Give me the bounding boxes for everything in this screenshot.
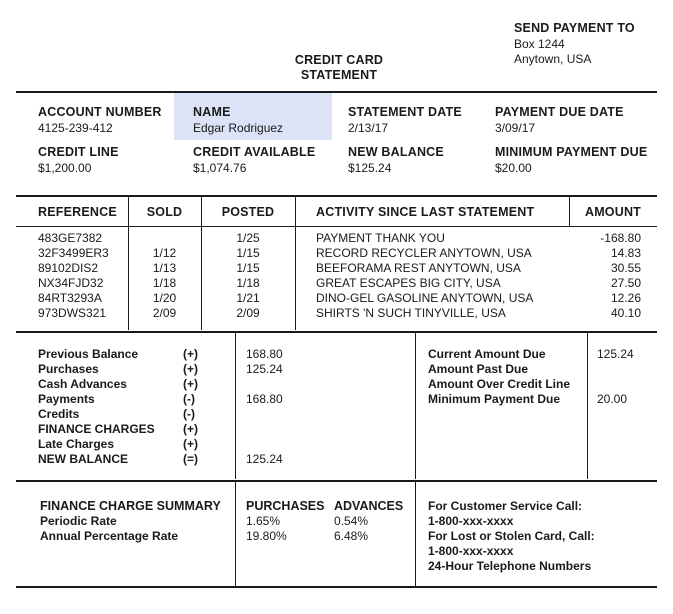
summary-label: Late Charges xyxy=(38,437,115,451)
advances-column xyxy=(334,499,403,544)
table-cell: 1/15 xyxy=(236,261,260,275)
due-value xyxy=(597,377,634,392)
summary-value xyxy=(246,422,283,437)
payment-due-label: PAYMENT DUE DATE xyxy=(495,105,624,119)
table-cell: 40.10 xyxy=(610,306,641,320)
due-label: Current Amount Due xyxy=(428,347,546,361)
summary-label: Payments xyxy=(38,392,95,406)
table-cell: 1/15 xyxy=(236,246,260,260)
table-cell: 30.55 xyxy=(610,261,641,275)
due-values xyxy=(597,347,634,407)
divider-summary-top xyxy=(16,331,657,333)
divider-activity-top xyxy=(16,195,657,197)
finance-title: FINANCE CHARGE SUMMARY xyxy=(40,499,221,513)
statement-title xyxy=(279,53,399,83)
header-activity: ACTIVITY SINCE LAST STATEMENT xyxy=(316,205,535,219)
credit-available-value: $1,074.76 xyxy=(193,161,247,175)
summary-labels xyxy=(38,347,155,467)
table-cell: 1/13 xyxy=(152,261,177,275)
table-cell xyxy=(128,231,201,246)
new-balance-label: NEW BALANCE xyxy=(348,145,444,159)
new-balance-value: $125.24 xyxy=(348,161,392,175)
contact-block xyxy=(428,499,595,574)
header-sold: SOLD xyxy=(146,205,183,219)
summary-label: Cash Advances xyxy=(38,377,127,391)
due-value: 20.00 xyxy=(597,392,628,406)
summary-label: NEW BALANCE xyxy=(38,452,128,466)
send-payment-line2: Anytown, USA xyxy=(514,52,592,66)
activity-col-divider-3 xyxy=(295,197,296,330)
finance-col-divider-2 xyxy=(415,482,416,586)
summary-label: Credits xyxy=(38,407,80,421)
summary-sign: (-) xyxy=(183,407,195,421)
send-payment-title: SEND PAYMENT TO xyxy=(514,21,635,35)
activity-header-rule xyxy=(16,226,657,227)
advances-label: ADVANCES xyxy=(334,499,404,513)
purchases-column xyxy=(246,499,325,544)
due-label: Amount Past Due xyxy=(428,362,529,376)
due-value: 125.24 xyxy=(597,347,634,361)
summary-value: 125.24 xyxy=(246,452,283,466)
table-cell: PAYMENT THANK YOU xyxy=(316,231,445,245)
credit-available-label: CREDIT AVAILABLE xyxy=(193,145,316,159)
credit-line-value: $1,200.00 xyxy=(38,161,92,175)
table-cell: 1/20 xyxy=(152,291,177,305)
summary-value: 168.80 xyxy=(246,392,283,406)
table-cell: 2/09 xyxy=(236,306,260,320)
table-cell: 1/18 xyxy=(236,276,260,290)
periodic-rate-label: Periodic Rate xyxy=(40,514,117,528)
summary-label: Purchases xyxy=(38,362,99,376)
table-cell: 14.83 xyxy=(610,246,641,260)
due-label: Amount Over Credit Line xyxy=(428,377,571,391)
table-cell: GREAT ESCAPES BIG CITY, USA xyxy=(316,276,501,290)
summary-signs xyxy=(183,347,198,467)
activity-column xyxy=(316,231,533,321)
contact-line: For Lost or Stolen Card, Call: xyxy=(428,529,595,543)
table-cell: DINO-GEL GASOLINE ANYTOWN, USA xyxy=(316,291,534,305)
table-cell: 89102DIS2 xyxy=(38,261,99,275)
summary-col-divider-2 xyxy=(415,333,416,479)
summary-sign: (+) xyxy=(183,347,198,361)
table-cell: 1/25 xyxy=(236,231,260,245)
divider-top xyxy=(16,91,657,93)
summary-sign: (+) xyxy=(183,377,198,391)
header-posted: POSTED xyxy=(221,205,275,219)
payment-due-value: 3/09/17 xyxy=(495,121,536,135)
table-cell: SHIRTS 'N SUCH TINYVILLE, USA xyxy=(316,306,506,320)
table-cell: -168.80 xyxy=(600,231,641,245)
table-cell: 1/21 xyxy=(236,291,260,305)
send-payment-block xyxy=(514,21,635,66)
divider-finance-top xyxy=(16,480,657,482)
summary-values xyxy=(246,347,283,467)
statement-title-line2: STATEMENT xyxy=(300,68,378,82)
summary-col-divider-3 xyxy=(587,333,588,479)
summary-sign: (=) xyxy=(183,452,198,466)
periodic-purchases: 1.65% xyxy=(246,514,281,528)
purchases-label: PURCHASES xyxy=(246,499,325,513)
finance-col-divider-1 xyxy=(235,482,236,586)
contact-line: 1-800-xxx-xxxx xyxy=(428,514,514,528)
due-value xyxy=(597,362,634,377)
summary-value: 125.24 xyxy=(246,362,283,376)
reference-column xyxy=(38,231,109,321)
summary-col-divider-1 xyxy=(235,333,236,479)
due-labels xyxy=(428,347,570,407)
apr-label: Annual Percentage Rate xyxy=(40,529,179,543)
summary-label: FINANCE CHARGES xyxy=(38,422,155,436)
table-cell: 84RT3293A xyxy=(38,291,102,305)
table-cell: 27.50 xyxy=(610,276,641,290)
header-amount: AMOUNT xyxy=(584,205,642,219)
summary-value xyxy=(246,437,283,452)
periodic-advances: 0.54% xyxy=(334,514,369,528)
table-cell: 973DWS321 xyxy=(38,306,107,320)
table-cell: 1/18 xyxy=(152,276,177,290)
name-value: Edgar Rodriguez xyxy=(193,121,284,135)
summary-sign: (-) xyxy=(183,392,195,406)
send-payment-line1: Box 1244 xyxy=(514,37,565,51)
table-cell: 483GE7382 xyxy=(38,231,103,245)
divider-bottom xyxy=(16,586,657,588)
table-cell: 32F3499ER3 xyxy=(38,246,109,260)
table-cell: BEEFORAMA REST ANYTOWN, USA xyxy=(316,261,521,275)
due-label: Minimum Payment Due xyxy=(428,392,561,406)
statement-title-line1: CREDIT CARD xyxy=(294,53,384,67)
contact-line: For Customer Service Call: xyxy=(428,499,583,513)
summary-value xyxy=(246,407,283,422)
summary-label: Previous Balance xyxy=(38,347,139,361)
apr-advances: 6.48% xyxy=(334,529,369,543)
contact-line: 24-Hour Telephone Numbers xyxy=(428,559,592,573)
statement-date-label: STATEMENT DATE xyxy=(348,105,462,119)
table-cell: NX34FJD32 xyxy=(38,276,104,290)
posted-column xyxy=(201,231,295,321)
account-number-label: ACCOUNT NUMBER xyxy=(38,105,162,119)
table-cell: RECORD RECYCLER ANYTOWN, USA xyxy=(316,246,532,260)
summary-sign: (+) xyxy=(183,422,198,436)
summary-value: 168.80 xyxy=(246,347,283,361)
header-reference: REFERENCE xyxy=(38,205,117,219)
contact-line: 1-800-xxx-xxxx xyxy=(428,544,514,558)
table-cell: 12.26 xyxy=(610,291,641,305)
name-label: NAME xyxy=(193,105,231,119)
sold-column xyxy=(128,231,201,321)
summary-sign: (+) xyxy=(183,362,198,376)
min-payment-value: $20.00 xyxy=(495,161,532,175)
credit-line-label: CREDIT LINE xyxy=(38,145,119,159)
account-number-value: 4125-239-412 xyxy=(38,121,113,135)
apr-purchases: 19.80% xyxy=(246,529,287,543)
statement-date-value: 2/13/17 xyxy=(348,121,389,135)
summary-sign: (+) xyxy=(183,437,198,451)
table-cell: 2/09 xyxy=(152,306,177,320)
summary-value xyxy=(246,377,283,392)
amount-column xyxy=(569,231,641,321)
table-cell: 1/12 xyxy=(152,246,177,260)
finance-labels xyxy=(40,499,221,544)
min-payment-label: MINIMUM PAYMENT DUE xyxy=(495,145,648,159)
